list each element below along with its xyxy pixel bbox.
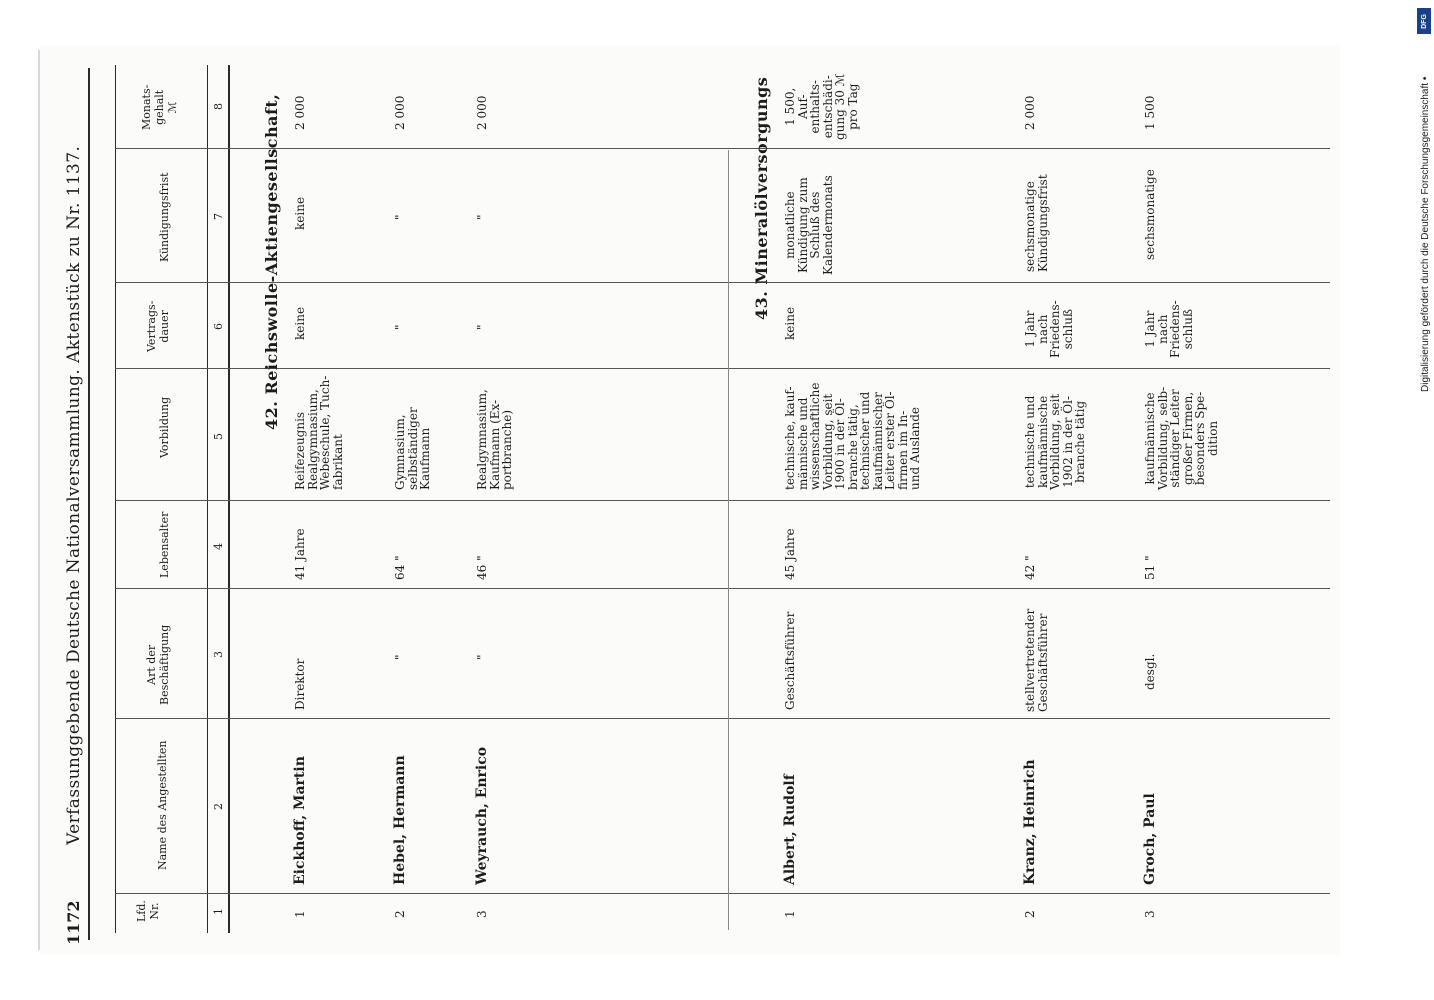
header-alter <box>158 512 171 578</box>
column-separator-8 <box>115 148 1330 149</box>
header-num-3: 3 <box>212 651 225 658</box>
row-42-1-gehalt: 2 000 <box>293 95 307 130</box>
row-43-3-alter: 51 " <box>1143 555 1157 580</box>
row-42-1-dauer: keine <box>293 306 307 340</box>
row-42-2-nr: 2 <box>393 910 407 918</box>
row-43-1-art: Geschäftsführer <box>783 611 797 710</box>
row-42-1-art: Direktor <box>293 658 307 710</box>
column-separator-5 <box>115 500 1330 501</box>
row-43-1-dauer: keine <box>783 306 797 340</box>
section-title-42: 42. Reichswolle-Aktiengesellschaft, <box>262 93 281 430</box>
header-frist <box>158 172 171 262</box>
row-42-3-vorbildung: Realgymnasium, Kaufmann (Ex- portbranche) <box>475 389 514 490</box>
row-43-3-vorbildung: kaufmännische Vorbildung, selb- ständiger Leiter großer Firmen, besonders Spe- dition <box>1143 386 1220 490</box>
row-43-1-frist: monatliche Kündigung zum Schluß des Kalendermonats <box>783 175 835 275</box>
row-43-3-nr: 3 <box>1143 910 1157 918</box>
row-43-1-alter: 45 Jahre <box>783 528 797 580</box>
row-43-2-dauer: 1 Jahr nach Friedens- schluß <box>1023 300 1075 358</box>
row-43-3-frist: sechsmonatige <box>1143 169 1157 260</box>
header-num-8: 8 <box>212 103 225 110</box>
row-42-2-gehalt: 2 000 <box>393 95 407 130</box>
row-42-2-dauer: " <box>393 324 407 330</box>
row-43-1-nr: 1 <box>783 910 797 918</box>
table-header-top-line <box>115 65 116 933</box>
row-43-3-gehalt: 1 500 <box>1143 95 1157 130</box>
row-43-2-name: Kranz, Heinrich <box>1022 759 1038 885</box>
row-43-2-gehalt: 2 000 <box>1023 95 1037 130</box>
column-separator-7 <box>115 282 1330 283</box>
table-header-bottom-line <box>228 65 230 933</box>
row-43-2-vorbildung: technische und kaufmännische Vorbildung, seit 1902 in der Öl- branche tätig <box>1023 393 1087 490</box>
header-num-4: 4 <box>212 543 225 550</box>
row-42-3-alter: 46 " <box>475 555 489 580</box>
row-42-2-vorbildung: Gymnasium, selbständiger Kaufmann <box>393 407 432 490</box>
row-43-1-name: Albert, Rudolf <box>782 774 798 885</box>
header-name <box>156 740 169 870</box>
row-43-1-gehalt: 1 500, Auf- enthalts- entschädi- gung 30 ℳ pro Tag <box>783 73 860 140</box>
column-separator-4 <box>115 588 1330 589</box>
table-header-mid-line <box>207 65 208 933</box>
row-42-1-name: Eickhoff, Martin <box>292 756 308 885</box>
row-42-2-alter: 64 " <box>393 555 407 580</box>
column-separator-2 <box>115 893 1330 894</box>
row-42-1-frist: keine <box>293 196 307 230</box>
row-43-2-alter: 42 " <box>1023 555 1037 580</box>
column-separator-3 <box>115 718 1330 719</box>
header-art <box>145 625 171 705</box>
header-label: Kündigungsfrist <box>158 172 171 262</box>
row-42-3-gehalt: 2 000 <box>475 95 489 130</box>
header-gehalt <box>140 85 179 130</box>
row-43-3-dauer: 1 Jahr nach Friedens- schluß <box>1143 300 1195 358</box>
dfg-logo <box>1417 8 1431 34</box>
column-separator-6 <box>115 368 1330 369</box>
row-42-3-frist: " <box>475 214 489 220</box>
header-label: Monats- gehalt ℳ <box>140 84 179 130</box>
row-42-3-nr: 3 <box>475 910 489 918</box>
row-43-1-vorbildung: technische, kauf- männische und wissenschaftliche Vorbildung, seit 1900 in der Öl- branche tätig, technischer und kaufmännischer Leiter erster Öl- firmen im In- und Auslande <box>783 382 922 490</box>
header-label: Vertrags- dauer <box>145 300 171 352</box>
row-43-2-nr: 2 <box>1023 910 1037 918</box>
row-42-2-name: Hebel, Hermann <box>392 755 408 885</box>
row-42-1-nr: 1 <box>293 910 307 918</box>
row-43-2-frist: sechsmonatige Kündigungsfrist <box>1023 174 1050 272</box>
header-label: Lebensalter <box>158 511 171 578</box>
row-42-3-name: Weyrauch, Enrico <box>474 746 490 885</box>
section-title-43: 43. Mineralölversorgungs <box>752 76 771 320</box>
header-label: Art der Beschäftigung <box>145 624 171 705</box>
header-num-5: 5 <box>212 433 225 440</box>
row-43-3-art: desgl. <box>1143 653 1157 690</box>
header-dauer <box>145 301 171 352</box>
header-vorbildung <box>158 397 171 458</box>
row-42-2-frist: " <box>393 214 407 220</box>
header-label: Name des Angestellten <box>156 740 169 870</box>
header-num-2: 2 <box>212 803 225 810</box>
row-43-2-art: stellvertretender Geschäftsführer <box>1023 608 1050 712</box>
header-num-7: 7 <box>212 213 225 220</box>
header-num-1: 1 <box>212 908 225 915</box>
table-border-left <box>88 68 90 940</box>
row-42-1-vorbildung: Reifezeugnis Realgymnasium, Webeschule, Tuch- fabrikant <box>293 375 345 490</box>
header-label: Vorbildung <box>158 396 171 458</box>
page-title: Verfassunggebende Deutsche Nationalversammlung. Aktenstück zu Nr. 1137. <box>64 145 84 845</box>
section-divider-43 <box>728 150 729 930</box>
page-number: 1172 <box>64 900 83 945</box>
dfg-logo-text: DFG <box>1420 13 1428 29</box>
row-42-3-dauer: " <box>475 324 489 330</box>
header-num-6: 6 <box>212 323 225 330</box>
row-43-3-name: Groch, Paul <box>1142 793 1158 885</box>
row-42-3-art: " <box>475 654 489 660</box>
header-label: Lfd. Nr. <box>135 900 161 922</box>
digitization-credit: Digitalisierung gefördert durch die Deutsche Forschungsgemeinschaft • <box>1420 76 1431 392</box>
row-42-2-art: " <box>393 654 407 660</box>
row-42-1-alter: 41 Jahre <box>293 528 307 580</box>
header-lfd-nr <box>135 900 161 922</box>
